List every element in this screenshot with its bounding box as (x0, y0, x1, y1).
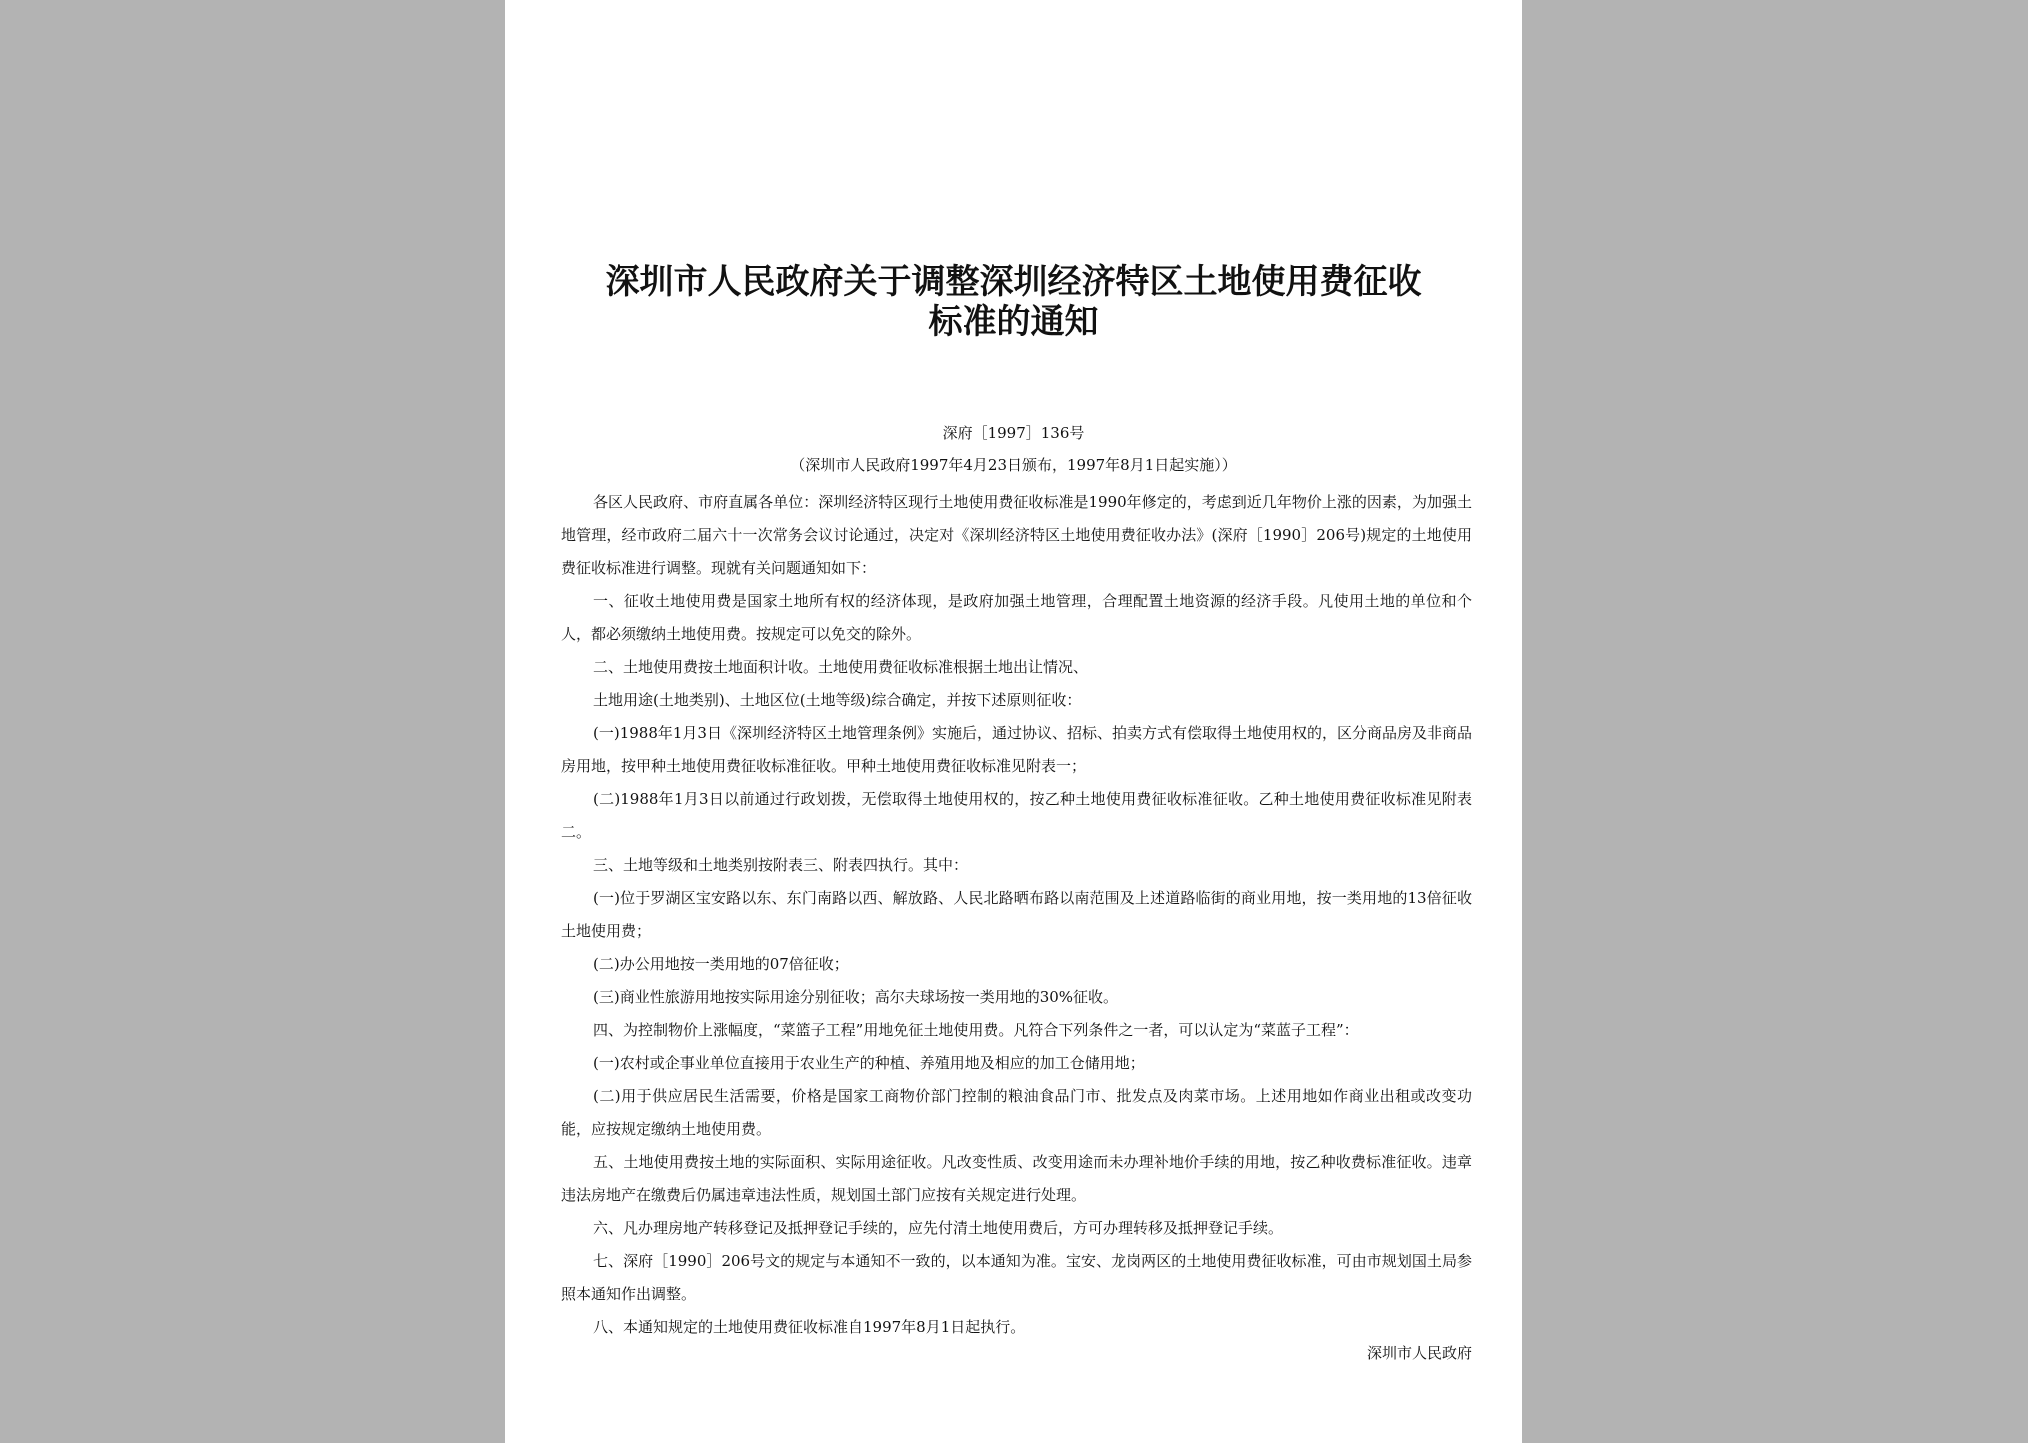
paragraph: 八、本通知规定的土地使用费征收标准自1997年8月1日起执行。 (593, 1318, 1026, 1336)
document-page (505, 0, 1522, 1443)
paragraph: 一、征收土地使用费是国家土地所有权的经济体现，是政府加强土地管理，合理配置土地资源的经济手段。凡使用土地的单位和个人，都必须缴纳土地使用费。按规定可以免交的除外。 (561, 592, 1472, 643)
paragraph: 二、土地使用费按土地面积计收。土地使用费征收标准根据土地出让情况、 (593, 658, 1089, 676)
paragraph: (二)办公用地按一类用地的07倍征收； (593, 955, 849, 973)
paragraph: 五、土地使用费按土地的实际面积、实际用途征收。凡改变性质、改变用途而未办理补地价手续的用地，按乙种收费标准征收。违章违法房地产在缴费后仍属违章违法性质，规划国土部门应按有关规定进行处理。 (561, 1153, 1472, 1204)
signer: 深圳市人民政府 (1366, 1344, 1472, 1362)
paragraph: (一)农村或企事业单位直接用于农业生产的种植、养殖用地及相应的加工仓储用地； (593, 1054, 1145, 1072)
issued-note: （深圳市人民政府1997年4月23日颁布，1997年8月1日起实施）） (790, 456, 1237, 474)
paragraph: 六、凡办理房地产转移登记及抵押登记手续的，应先付清土地使用费后，方可办理转移及抵押登记手续。 (593, 1219, 1284, 1237)
paragraph: 土地用途(土地类别)、土地区位(土地等级)综合确定，并按下述原则征收： (593, 691, 1082, 709)
document-number: 深府［1997］136号 (942, 424, 1085, 442)
paragraph: 三、土地等级和土地类别按附表三、附表四执行。其中： (593, 856, 969, 874)
paragraph: 七、深府［1990］206号文的规定与本通知不一致的，以本通知为准。宝安、龙岗两区的土地使用费征收标准，可由市规划国土局参照本通知作出调整。 (561, 1252, 1472, 1303)
paragraph: (三)商业性旅游用地按实际用途分别征收；高尔夫球场按一类用地的30%征收。 (593, 988, 1119, 1006)
paragraph: (二)用于供应居民生活需要，价格是国家工商物价部门控制的粮油食品门市、批发点及肉菜市场。上述用地如作商业出租或改变功能，应按规定缴纳土地使用费。 (561, 1087, 1472, 1138)
document-title: 深圳市人民政府关于调整深圳经济特区土地使用费征收标准的通知 (605, 262, 1422, 342)
paragraph: 四、为控制物价上涨幅度，“菜篮子工程”用地免征土地使用费。凡符合下列条件之一者，可以认定为“菜蓝子工程”： (593, 1021, 1359, 1039)
document-body (561, 486, 1472, 1344)
paragraph: (一)1988年1月3日《深圳经济特区土地管理条例》实施后，通过协议、招标、拍卖方式有偿取得土地使用权的，区分商品房及非商品房用地，按甲种土地使用费征收标准征收。甲种土地使用费征收标准见附表一； (561, 724, 1472, 775)
paragraph: (一)位于罗湖区宝安路以东、东门南路以西、解放路、人民北路晒布路以南范围及上述道路临街的商业用地，按一类用地的13倍征收土地使用费； (561, 889, 1472, 940)
paragraph: (二)1988年1月3日以前通过行政划拨，无偿取得土地使用权的，按乙种土地使用费征收标准征收。乙种土地使用费征收标准见附表二。 (561, 790, 1472, 841)
paragraph: 各区人民政府、市府直属各单位：深圳经济特区现行土地使用费征收标准是1990年修定的，考虑到近几年物价上涨的因素，为加强土地管理，经市政府二届六十一次常务会议讨论通过，决定对《深圳经济特区土地使用费征收办法》(深府［1990］206号)规定的土地使用费征收标准进行调整。现就有关问题通知如下： (561, 493, 1472, 577)
